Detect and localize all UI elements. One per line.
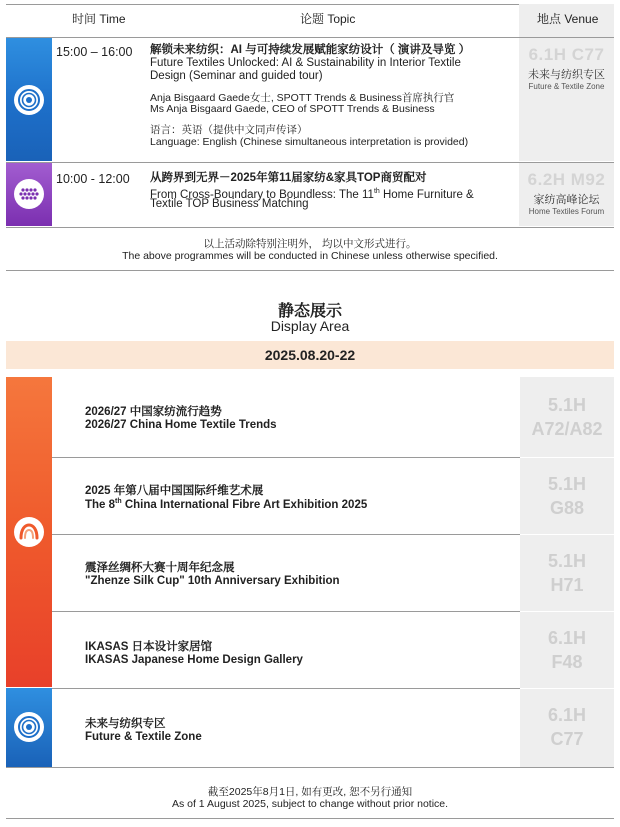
header-topic: 论题 Topic bbox=[300, 12, 356, 26]
language-note-zh: 以上活动除特别注明外， 均以中文形式进行。 bbox=[203, 238, 417, 250]
note-bottom-rule bbox=[6, 270, 614, 271]
sessions-bottom-rule bbox=[6, 227, 614, 228]
display-item-1-venue-hall: 5.1H bbox=[547, 395, 587, 415]
display-item-1-zh: 2026/27 中国家纺流行趋势 bbox=[85, 406, 222, 418]
spiral-ring-icon bbox=[14, 712, 44, 742]
display-item-2-zh: 2025 年第八届中国国际纤维艺术展 bbox=[85, 485, 264, 497]
session-1-time: 15:00 – 16:00 bbox=[56, 45, 133, 59]
display-item-4-venue bbox=[520, 612, 614, 688]
display-item-5-zh: 未来与纺织专区 bbox=[85, 718, 166, 730]
session-1-title-zh: 解锁未来纺织：AI 与可持续发展赋能家纺设计（ 演讲及导览 ） bbox=[150, 44, 471, 56]
session-1-title-en-1: Future Textiles Unlocked: AI & Sustainability in Interior Textile bbox=[150, 57, 461, 69]
header-time: 时间 Time bbox=[72, 12, 126, 26]
session-1-venue-zh: 未来与纺织专区 bbox=[528, 69, 605, 81]
display-item-5-en: Future & Textile Zone bbox=[85, 731, 202, 743]
session-2-title-en-1: From Cross-Boundary to Boundless: The 11th Home Furniture & bbox=[150, 188, 474, 201]
display-item-3-venue bbox=[520, 535, 614, 611]
footer-note-en: As of 1 August 2025, subject to change without prior notice. bbox=[171, 798, 449, 810]
display-item-5-venue-booth: C77 bbox=[550, 729, 584, 749]
display-color-bar-orange bbox=[6, 377, 52, 687]
display-color-bar-blue bbox=[6, 688, 52, 767]
session-1-title-en-2: Design (Seminar and guided tour) bbox=[150, 70, 323, 82]
display-item-4-en: IKASAS Japanese Home Design Gallery bbox=[85, 654, 303, 666]
session-1-venue-code: 6.1H C77 bbox=[528, 45, 605, 64]
footer-bottom-rule bbox=[6, 818, 614, 819]
session-1-speaker-en: Ms Anja Bisgaard Gaede, CEO of SPOTT Trends & Business bbox=[150, 103, 435, 115]
session-1-speaker-zh: Anja Bisgaard Gaede女士, SPOTT Trends & Business首席执行官 bbox=[150, 92, 455, 104]
display-item bbox=[52, 535, 520, 611]
display-item-2-venue bbox=[520, 458, 614, 534]
arch-logo-icon bbox=[14, 517, 44, 547]
display-title-zh: 静态展示 bbox=[277, 303, 342, 320]
session-1-venue-en: Future & Textile Zone bbox=[528, 82, 605, 91]
display-item-5-venue bbox=[520, 689, 614, 767]
display-item bbox=[52, 377, 520, 457]
display-item-4-venue-booth: F48 bbox=[551, 652, 583, 672]
session-1-lang-en: Language: English (Chinese simultaneous interpretation is provided) bbox=[150, 136, 469, 148]
session-2-venue-code: 6.2H M92 bbox=[527, 170, 606, 189]
session-1-color-bar bbox=[6, 38, 52, 161]
session-2-time: 10:00 - 12:00 bbox=[56, 172, 130, 186]
display-item-1-en: 2026/27 China Home Textile Trends bbox=[85, 419, 277, 431]
session-2-title-en-2: Textile TOP Business Matching bbox=[150, 198, 309, 210]
session-2-venue-en: Home Textiles Forum bbox=[528, 207, 605, 216]
spiral-ring-icon bbox=[14, 85, 44, 115]
display-item-3-venue-booth: H71 bbox=[550, 575, 584, 595]
display-item-1-venue-booth: A72/A82 bbox=[531, 419, 603, 439]
session-2-title-zh: 从跨界到无界－2025年第11届家纺&家具TOP商贸配对 bbox=[150, 172, 427, 184]
dotted-pattern-icon bbox=[14, 179, 44, 209]
display-item-1-venue bbox=[520, 377, 614, 457]
footer-note-zh: 截至2025年8月1日, 如有更改, 恕不另行通知 bbox=[207, 786, 413, 798]
display-title-en: Display Area bbox=[270, 318, 350, 334]
display-item-2-venue-hall: 5.1H bbox=[547, 474, 587, 494]
display-item-2-venue-booth: G88 bbox=[549, 498, 585, 518]
display-item-3-zh: 震泽丝绸杯大赛十周年纪念展 bbox=[85, 562, 235, 574]
display-item bbox=[52, 458, 520, 534]
display-item-5-venue-hall: 6.1H bbox=[547, 705, 587, 725]
header-venue: 地点 Venue bbox=[537, 12, 599, 26]
display-item bbox=[52, 689, 520, 767]
session-1-lang-zh: 语言：英语（提供中文同声传译） bbox=[150, 124, 308, 136]
display-item-3-en: "Zhenze Silk Cup" 10th Anniversary Exhibition bbox=[85, 575, 340, 587]
display-item-3-venue-hall: 5.1H bbox=[547, 551, 587, 571]
display-item-4-venue-hall: 6.1H bbox=[547, 628, 587, 648]
display-item-4-zh: IKASAS 日本设计家居馆 bbox=[85, 641, 213, 653]
display-bottom-rule bbox=[6, 767, 614, 768]
language-note-en: The above programmes will be conducted in Chinese unless otherwise specified. bbox=[122, 250, 498, 262]
session-2-color-bar bbox=[6, 163, 52, 226]
session-2-venue bbox=[519, 163, 614, 226]
display-item-2-en: The 8th China International Fibre Art Exhibition 2025 bbox=[85, 498, 368, 511]
display-item bbox=[52, 612, 520, 688]
display-date: 2025.08.20-22 bbox=[6, 341, 614, 369]
session-2-venue-zh: 家纺高峰论坛 bbox=[533, 194, 600, 206]
session-1-venue bbox=[519, 38, 614, 161]
